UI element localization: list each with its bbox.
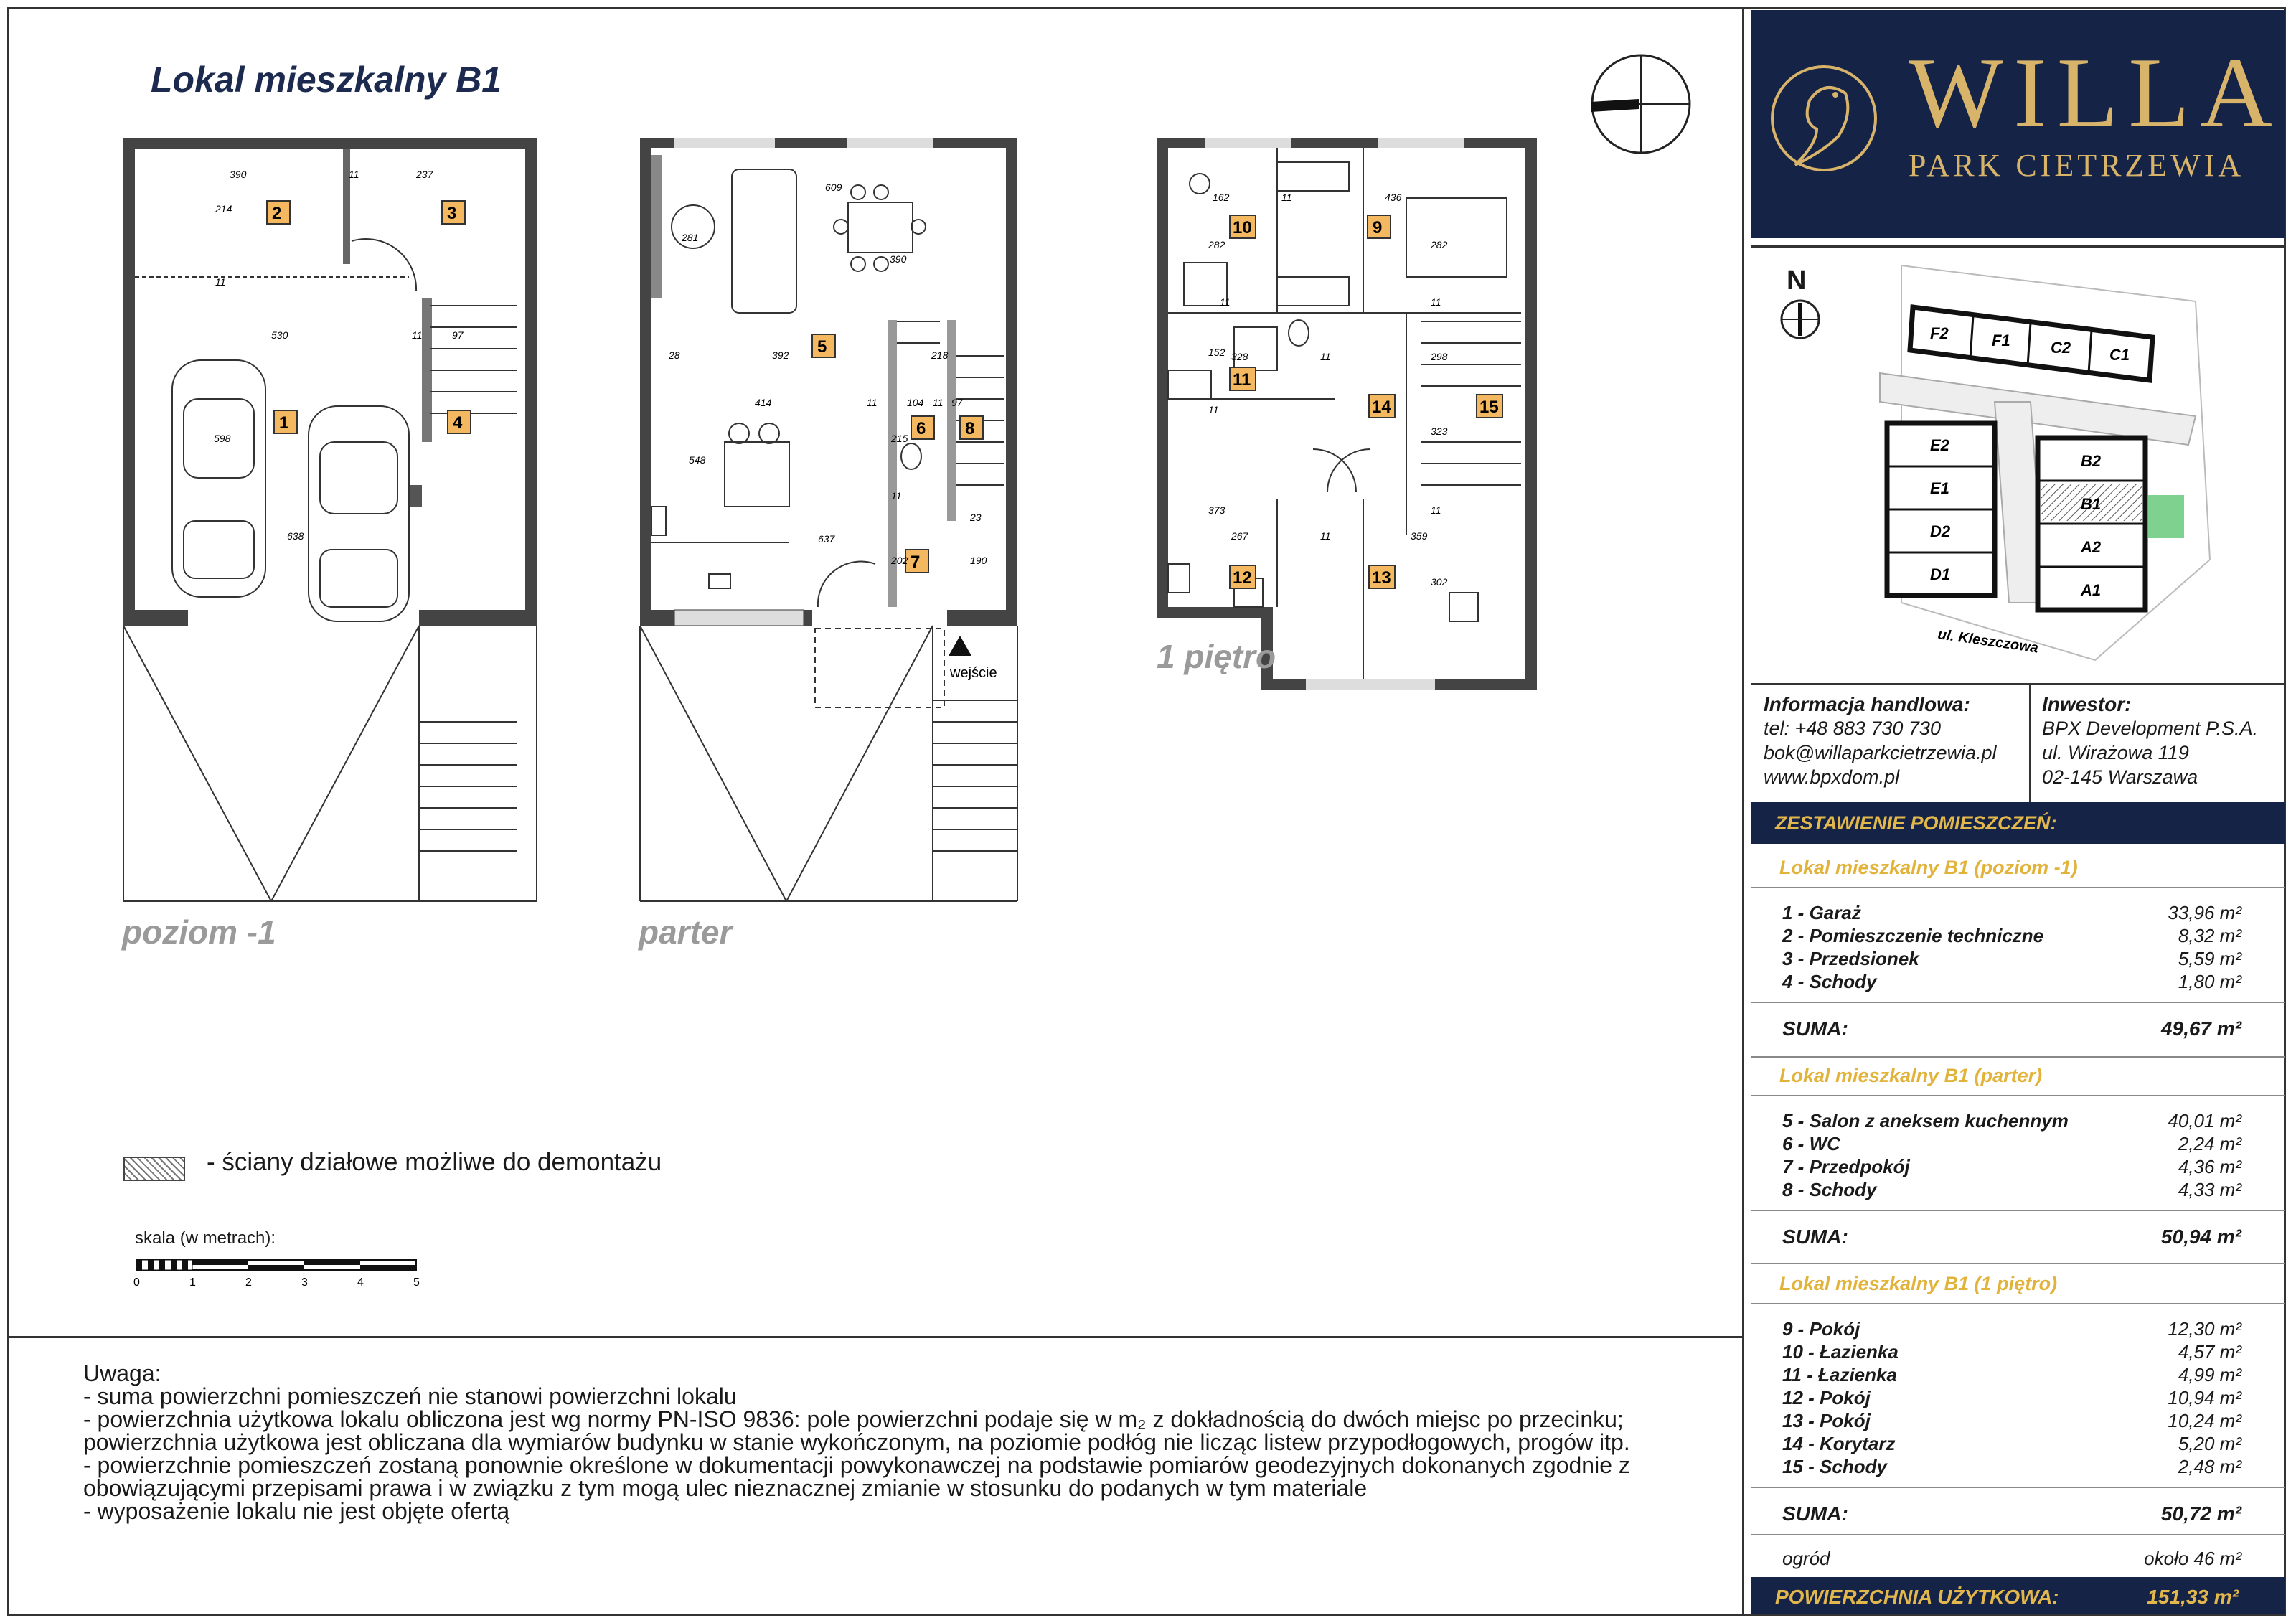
site-unit-label: D2 [1930,522,1951,540]
scale-tick: 4 [357,1276,364,1289]
site-unit-label: B2 [2081,452,2102,470]
site-unit-label: A2 [2081,538,2102,556]
notes-title: Uwaga: [83,1360,161,1386]
entrance-arrow-icon [949,636,971,656]
site-unit-label: E2 [1930,436,1949,454]
section-rule [1751,1534,2285,1535]
brand-name: WILLA [1909,37,2282,149]
dim-label: 637 [818,533,835,545]
dim-label: 11 [1320,351,1331,362]
dim-label: 104 [907,397,924,408]
dim-label: 218 [931,349,949,361]
dim-label: 267 [1231,530,1248,542]
room-row: 1 - Garaż 33,96 m² [1782,902,2241,923]
room-tag-5: 5 [817,337,827,357]
room-tag-12: 12 [1233,568,1252,588]
contact-web: www.bpxdom.pl [1764,766,1900,788]
dim-label: 282 [1431,239,1448,250]
room-row: 3 - Przedsionek 5,59 m² [1782,948,2241,969]
site-north-label: N [1787,265,1807,296]
room-tag-10: 10 [1233,218,1252,237]
site-compass-icon [1778,297,1822,342]
dim-label: 414 [755,397,772,408]
room-tag-2: 2 [272,204,282,223]
dim-label: 598 [214,433,231,444]
dim-label: 373 [1208,504,1225,516]
room-tag-13: 13 [1372,568,1391,588]
legend-swatch [123,1157,185,1181]
dim-label: 328 [1231,351,1248,362]
dim-label: 28 [669,349,680,361]
room-row: 8 - Schody 4,33 m² [1782,1179,2241,1200]
vertical-divider [1742,7,1744,1616]
note-line: - powierzchnie pomieszczeń zostaną ponownie określone w dokumentacji powykonawczej na podstawie pomiarów geodezyjnych dokonanych zgodnie z obowiązującymi przepisami prawa i w związku z tym mogą ulec nieznacznej zmianie w stosunku do podanych w tym materiale [83,1452,1630,1501]
scale-bar [122,1253,430,1303]
site-plan [1858,258,2282,682]
section-sum: SUMA: 50,72 m² [1782,1502,2241,1525]
dim-label: 11 [412,329,423,341]
note-line: - wyposażenie lokalu nie jest objęte ofertą [83,1498,510,1524]
notes-block [83,1362,1690,1523]
scale-tick: 1 [189,1276,196,1289]
header-rule [1751,245,2285,248]
dim-label: 11 [933,397,944,408]
room-row: 12 - Pokój 10,94 m² [1782,1387,2241,1408]
entrance-label: wejście [950,665,997,681]
scale-tick: 2 [245,1276,252,1289]
dim-label: 97 [452,329,464,341]
room-row: 6 - WC 2,24 m² [1782,1133,2241,1154]
dim-label: 548 [689,454,706,466]
dim-label: 237 [416,169,433,180]
dim-label: 190 [970,555,987,566]
legend-text: - ściany działowe możliwe do demontażu [207,1148,662,1176]
dim-label: 11 [1281,192,1292,203]
dim-label: 11 [1431,296,1441,308]
room-tag-3: 3 [447,204,457,223]
dim-label: 152 [1208,347,1225,358]
room-tag-14: 14 [1372,397,1391,417]
scale-tick: 5 [413,1276,420,1289]
compass-icon [1587,50,1695,158]
investor-street: ul. Wirażowa 119 [2042,742,2189,763]
site-rule [1751,683,2285,685]
dim-label: 359 [1411,530,1428,542]
section-sum: SUMA: 49,67 m² [1782,1017,2241,1040]
level-label-ground: parter [639,913,733,951]
dim-label: 302 [1431,576,1448,588]
dim-label: 11 [349,169,359,180]
site-unit-label: B1 [2081,495,2102,513]
dim-label: 162 [1213,192,1230,203]
bird-logo-icon [1766,57,1881,179]
garden-row: ogród około 46 m² [1782,1548,2241,1569]
dim-label: 323 [1431,425,1448,437]
plan-ground [631,133,1033,908]
room-row: 9 - Pokój 12,30 m² [1782,1318,2241,1340]
room-row: 7 - Przedpokój 4,36 m² [1782,1156,2241,1177]
room-tag-15: 15 [1479,397,1499,417]
contact-heading: Informacja handlowa: [1764,693,1970,715]
dim-label: 214 [215,203,232,215]
room-row: 4 - Schody 1,80 m² [1782,971,2241,992]
level-label-first: 1 piętro [1157,638,1276,675]
room-tag-9: 9 [1373,218,1383,237]
plan-first [1148,133,1550,693]
dim-label: 97 [951,397,963,408]
total-area-bar: POWIERZCHNIA UŻYTKOWA: 151,33 m² [1751,1577,2285,1614]
dim-label: 11 [1208,404,1219,415]
dim-label: 638 [287,530,304,542]
room-tag-4: 4 [453,413,463,433]
site-unit-label: F1 [1992,331,2010,349]
dim-label: 298 [1431,351,1448,362]
investor-block [2042,693,2258,789]
room-row: 2 - Pomieszczenie techniczne 8,32 m² [1782,925,2241,946]
dim-label: 282 [1208,239,1225,250]
dim-label: 436 [1385,192,1402,203]
brand-subtitle: PARK CIETRZEWIA [1909,148,2245,183]
contact-phone: tel: +48 883 730 730 [1764,718,1941,739]
investor-city: 02-145 Warszawa [2042,766,2198,788]
site-unit-label: F2 [1930,324,1949,342]
notes-divider [7,1336,1744,1338]
room-row: 11 - Łazienka 4,99 m² [1782,1364,2241,1386]
room-row: 13 - Pokój 10,24 m² [1782,1410,2241,1431]
section-rule [1751,887,2285,888]
site-unit-label: E1 [1930,479,1949,497]
site-unit-label: A1 [2081,581,2102,599]
site-street-label: ul. Kleszczowa [1937,626,2040,657]
dim-label: 23 [970,512,982,523]
dim-label: 11 [215,276,226,288]
section-rule [1751,1002,2285,1003]
dim-label: 11 [1320,530,1331,542]
section-rule [1751,1056,2285,1058]
site-unit-label: C1 [2109,346,2130,364]
site-unit-label: C2 [2051,339,2071,357]
level-label-basement: poziom -1 [122,913,276,951]
section-rule [1751,1263,2285,1264]
room-row: 14 - Korytarz 5,20 m² [1782,1433,2241,1454]
dim-label: 11 [867,397,878,408]
room-row: 10 - Łazienka 4,57 m² [1782,1341,2241,1363]
section-rule [1751,1487,2285,1488]
room-tag-1: 1 [279,413,289,433]
dim-label: 390 [890,253,907,265]
scale-tick: 0 [133,1276,140,1289]
dim-label: 202 [891,555,908,566]
room-tag-11: 11 [1233,370,1251,390]
section-title: Lokal mieszkalny B1 (parter) [1779,1065,2043,1086]
section-title: Lokal mieszkalny B1 (poziom -1) [1779,857,2078,878]
dim-label: 609 [825,182,842,193]
rooms-heading: ZESTAWIENIE POMIESZCZEŃ: [1751,802,2285,844]
dim-label: 390 [230,169,247,180]
dim-label: 215 [891,433,908,444]
section-title: Lokal mieszkalny B1 (1 piętro) [1779,1273,2058,1294]
dim-label: 11 [1220,296,1231,308]
contact-email: bok@willaparkcietrzewia.pl [1764,742,1997,763]
dim-label: 392 [772,349,789,361]
contact-block [1764,693,1997,789]
investor-name: BPX Development P.S.A. [2042,718,2259,739]
section-rule [1751,1210,2285,1211]
room-row: 15 - Schody 2,48 m² [1782,1456,2241,1477]
room-tag-6: 6 [916,419,926,438]
note-line: - suma powierzchni pomieszczeń nie stanowi powierzchni lokalu [83,1383,737,1409]
scale-tick: 3 [301,1276,308,1289]
dim-label: 530 [271,329,288,341]
dim-label: 11 [1431,504,1441,516]
info-divider [2029,685,2031,803]
investor-heading: Inwestor: [2042,693,2132,715]
section-rule [1751,1303,2285,1304]
room-row: 5 - Salon z aneksem kuchennym 40,01 m² [1782,1110,2241,1132]
section-sum: SUMA: 50,94 m² [1782,1226,2241,1248]
note-line: - powierzchnia użytkowa lokalu obliczona jest wg normy PN-ISO 9836: pole powierzchni podaje się w m₂ z dokładnością do dwóch miejsc po przecinku; powierzchnia użytkowa jest obliczana dla wymiarów budynku w stanie wykończonym, na poziomie podłóg nie licząc listew przypodłogowych, progów itp. [83,1406,1630,1455]
dim-label: 281 [682,232,699,243]
section-rule [1751,1095,2285,1096]
dim-label: 11 [891,490,902,502]
plan-basement [115,133,545,908]
room-tag-8: 8 [965,419,975,438]
page-title: Lokal mieszkalny B1 [151,60,502,100]
site-unit-label: D1 [1930,565,1951,583]
scale-label: skala (w metrach): [135,1228,276,1248]
room-tag-7: 7 [911,552,921,572]
